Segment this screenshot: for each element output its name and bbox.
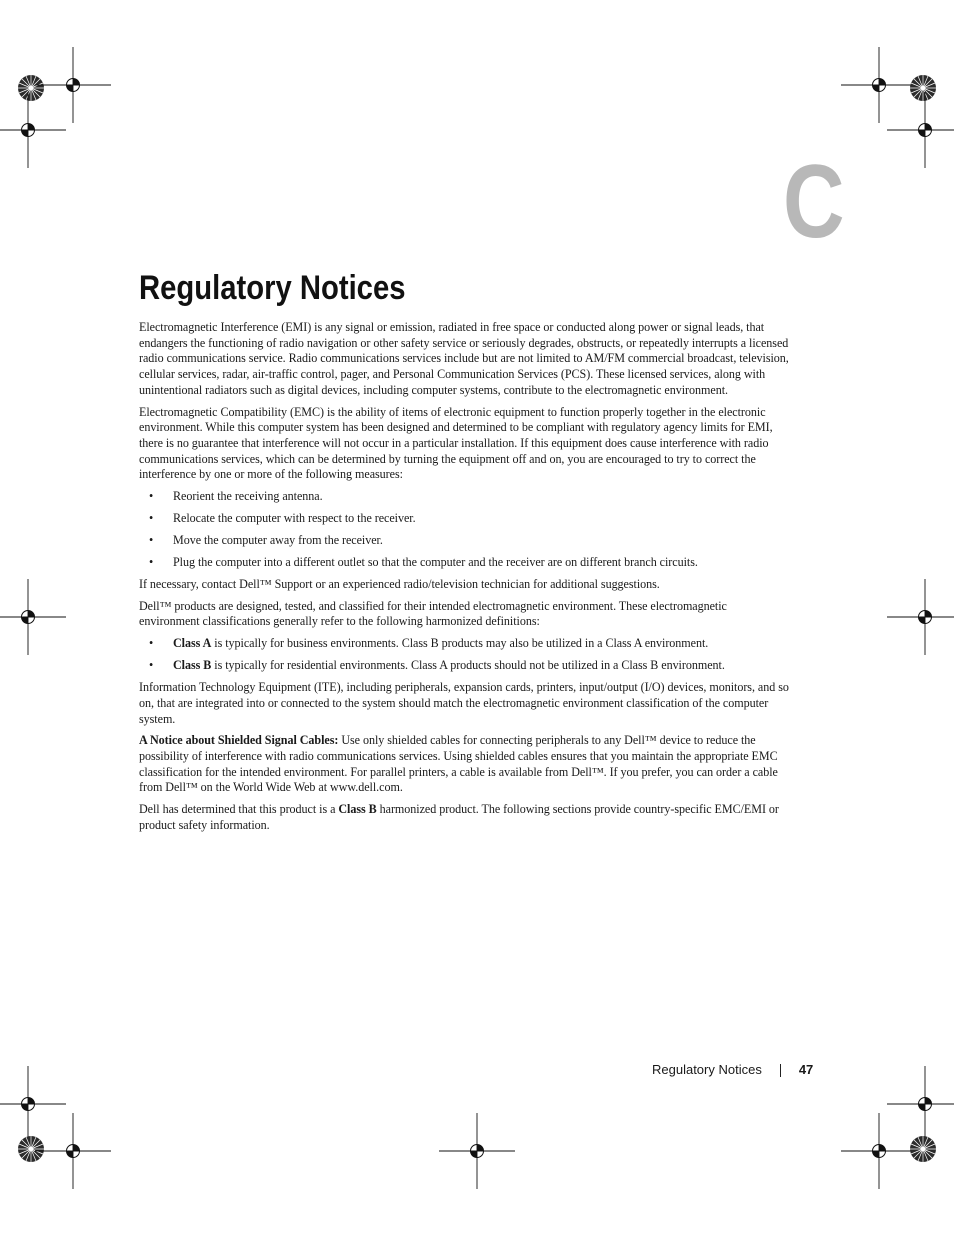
class-label: Class B [173,658,212,673]
list-item [139,489,789,505]
crosshair-mark-bottom-center [439,1113,515,1189]
crosshair-mark-right-upper [887,92,954,168]
class-label: Class A [173,636,212,651]
starburst-mark-bottom-left [18,1136,44,1162]
starburst-mark-bottom-right [910,1136,936,1162]
measure-text: Reorient the receiving antenna. [173,489,323,504]
if-necessary-paragraph: If necessary, contact Dell™ Support or an experienced radio/television technician for additional suggestions. [139,577,660,592]
bullet-icon: • [149,658,154,673]
measure-text: Plug the computer into a different outlet so that the computer and the receiver are on different branch circuits. [173,555,698,570]
bullet-icon: • [149,489,154,504]
page-footer [652,1061,813,1079]
page-title: Regulatory Notices [139,269,406,307]
list-item [139,658,789,674]
measure-text: Move the computer away from the receiver. [173,533,383,548]
crosshair-mark-top-right [841,47,917,123]
starburst-mark-top-left [18,75,44,101]
crosshair-mark-bottom-right [841,1113,917,1189]
emc-paragraph: Electromagnetic Compatibility (EMC) is the ability of items of electronic equipment to function properly together in the electronic environment. While this computer system has been designed and determined to be compliant with regulatory agency limits for EMI, there is no guarantee that interference will not occur in a particular installation. If this equipment does cause interference with radio communications services, which can be determined by turning the equipment off and on, you are encouraged to try to correct the interference by one or more of the following measures: [139,404,773,482]
ite-paragraph: Information Technology Equipment (ITE), including peripherals, expansion cards, printers, input/output (I/O) devices, monitors, and so on, that are integrated into or connected to the system should match the electromagnetic environment classification of the computer system. [139,680,789,726]
bullet-icon: • [149,636,154,651]
footer-divider [780,1064,781,1077]
determination-text-end: harmonized product. The following sections provide country-specific EMC/EMI or product safety information. [139,802,779,832]
bullet-icon: • [149,511,154,526]
shielded-cables-paragraph [139,733,789,796]
shielded-cables-label: A Notice about Shielded Signal Cables: [139,733,339,748]
footer-section-title: Regulatory Notices [652,1062,762,1077]
class-determination-paragraph [139,802,789,833]
crosshair-mark-left-upper [0,92,66,168]
determination-class: Class B [338,802,377,817]
measures-list [139,489,789,571]
list-item [139,533,789,549]
crosshair-mark-bottom-left [35,1113,111,1189]
dell-products-paragraph: Dell™ products are designed, tested, and classified for their intended electromagnetic environment. These electromagnetic environment classifications generally refer to the following harmonized definitions: [139,598,727,629]
starburst-mark-top-right [910,75,936,101]
shielded-cables-text: Use only shielded cables for connecting peripherals to any Dell™ device to reduce the possibility of interference with radio communications services. Using shielded cables ensures that you maintain the appropriate EMC classification for the intended environment. For parallel printers, a cable is available from Dell™. If you prefer, you can order a cable from Dell™ on the World Wide Web at www.dell.com. [139,733,778,795]
list-item [139,636,789,652]
class-description: is typically for residential environments. Class A products should not be utilized in a Class B environment. [211,658,725,673]
class-description: is typically for business environments. Class B products may also be utilized in a Class A environment. [211,636,709,651]
crosshair-mark-right-lower [887,1066,954,1142]
list-item [139,555,789,571]
chapter-letter: C [783,144,845,260]
crosshair-mark-top-left [35,47,111,123]
bullet-icon: • [149,533,154,548]
crosshair-mark-left-lower [0,1066,66,1142]
determination-text-start: Dell has determined that this product is a [139,802,339,817]
document-body [139,320,789,839]
page-number: 47 [798,1062,814,1077]
measure-text: Relocate the computer with respect to the receiver. [173,511,416,526]
list-item [139,511,789,527]
bullet-icon: • [149,555,154,570]
classes-list [139,636,789,674]
crosshair-mark-left-middle [0,579,66,655]
emi-paragraph: Electromagnetic Interference (EMI) is any signal or emission, radiated in free space or conducted along power or signal leads, that endangers the functioning of radio navigation or other safety service or seriously degrades, obstructs, or repeatedly interrupts a licensed radio communications service. Radio communications services include but are not limited to AM/FM commercial broadcast, television, cellular services, radar, air-traffic control, pager, and Personal Communication Services (PCS). These licensed services, along with unintentional radiators such as digital devices, including computer systems, contribute to the electromagnetic environment. [139,320,789,397]
crosshair-mark-right-middle [887,579,954,655]
